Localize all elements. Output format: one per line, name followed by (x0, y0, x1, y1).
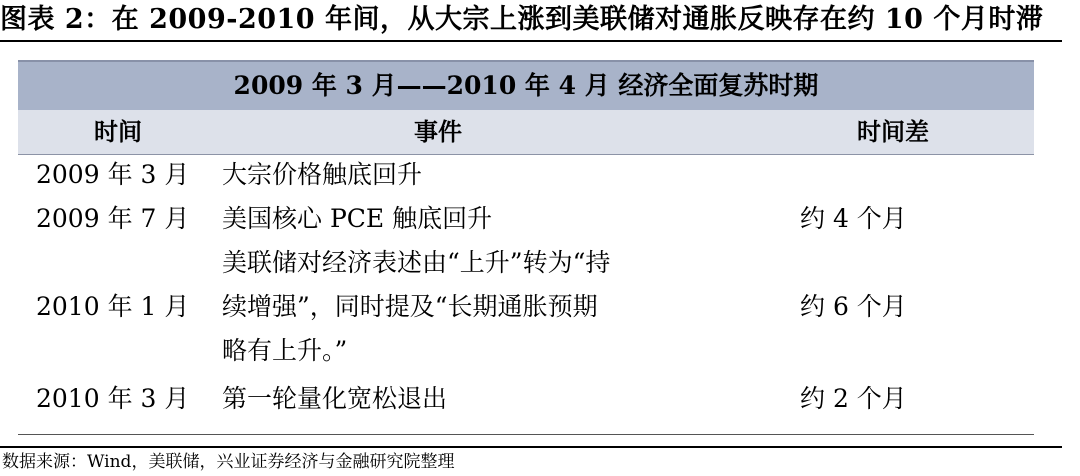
row-4-time: 2010 年 3 月 (36, 384, 190, 413)
row-1-event: 大宗价格触底回升 (222, 160, 423, 189)
source-rule (0, 446, 1062, 448)
row-2-time: 2009 年 7 月 (36, 204, 190, 233)
row-3-time: 2010 年 1 月 (36, 292, 190, 321)
row-3-event-line-1: 美联储对经济表述由“上升”转为“持 (222, 248, 611, 277)
row-1-time: 2009 年 3 月 (36, 160, 190, 189)
column-header-row (18, 110, 1034, 155)
row-4-event: 第一轮量化宽松退出 (222, 384, 448, 413)
column-header-event: 事件 (414, 117, 462, 146)
row-3-event-line-3: 略有上升。” (222, 336, 348, 365)
row-4-time-diff: 约 2 个月 (800, 384, 907, 413)
row-2-time-diff: 约 4 个月 (800, 204, 907, 233)
row-3-time-diff: 约 6 个月 (800, 292, 907, 321)
figure-title: 图表 2：在 2009-2010 年间，从大宗上涨到美联储对通胀反映存在约 10 个月时滞 (0, 4, 1044, 35)
table-bottom-rule (18, 434, 1034, 435)
source-note: 数据来源：Wind，美联储，兴业证券经济与金融研究院整理 (2, 452, 455, 472)
period-header: 2009 年 3 月——2010 年 4 月 经济全面复苏时期 (18, 60, 1034, 112)
row-3-event-line-2: 续增强”，同时提及“长期通胀预期 (222, 292, 598, 321)
row-2-event: 美国核心 PCE 触底回升 (222, 204, 493, 233)
column-header-time: 时间 (94, 117, 142, 146)
title-rule (0, 40, 1062, 42)
column-header-time-diff: 时间差 (857, 117, 929, 146)
